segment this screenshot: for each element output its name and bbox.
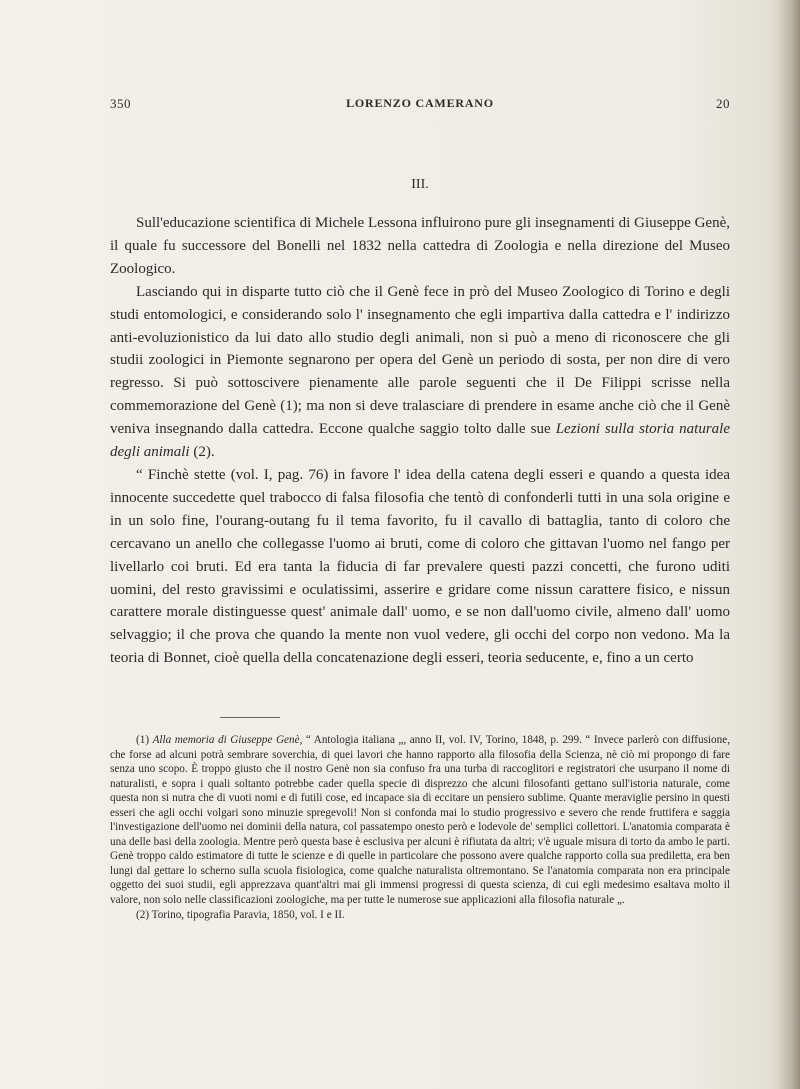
footnote-number: (1) [136, 734, 153, 746]
footnote: (2) Torino, tipografia Paravia, 1850, vol. I e II. [136, 908, 345, 921]
body-text [110, 212, 730, 670]
book-title: Lezioni sulla storia naturale degli animali [110, 421, 730, 461]
paragraph [110, 281, 730, 464]
signature-mark: 20 [716, 96, 730, 111]
footnote-ref: (2). [189, 444, 215, 461]
paragraph: “ Finchè stette (vol. I, pag. 76) in favore l' idea della catena degli esseri e quando a questa idea innocente succedette quel trabocco di falsa filosofia che tentò di confonderli tutti in una sola origine e in un solo fine, l'ourang-outang fu il tema favorito, fu il cavallo di battaglia, tanto di coloro che cercavano un anello che collegasse l'uomo ai bruti, come di coloro che gittavan l'uomo nel fango per livellarlo coi bruti. Ed era tanta la fiducia di far prevalere questi pazzi concetti, che furono uditi uomini, del resto gravissimi e oculatissimi, asserire e gridare come nissun carattere fisico, e nissun carattere morale distinguesse quest' animale dall' uomo, e se non dall'uomo civile, almeno dall' uomo selvaggio; il che prova che quando la mente non vuol vedere, gli occhi del corpo non vedono. Ma la teoria di Bonnet, cioè quella della concatenazione degli esseri, teoria seducente, e, fino a un certo [110, 466, 730, 667]
paragraph: Sull'educazione scientifica di Michele Lessona influirono pure gli insegnamenti di Giuseppe Genè, il quale fu successore del Bonelli nel 1832 nella cattedra di Zoologia e nella direzione del Museo Zoologico. [110, 215, 730, 277]
page-edge-shadow [778, 0, 800, 1089]
section-number: III. [411, 177, 429, 192]
footnote-title: Alla memoria di Giuseppe Genè, [152, 734, 303, 746]
footnote-rule [220, 717, 280, 718]
paragraph-text: Lasciando qui in disparte tutto ciò che il Genè fece in prò del Museo Zoologico di Torino e degli studi entomologici, e considerando solo l' insegnamento che egli impartiva dalla cattedra e l' indirizzo anti-evoluzionistico da lui dato allo studio degli animali, non si può a meno di riconoscere che gli studii zoologici in Piemonte segnarono per opera del Genè un periodo di sosta, per non dire di vero regresso. Si può sottoscivere pienamente alle parole seguenti che il De Filippi scrisse nella commemorazione del Genè (1); ma non si deve tralasciare di prendere in esame anche ciò che il Genè veniva insegnando dalla cattedra. Eccone qualche saggio tolto dalle sue [110, 283, 730, 438]
running-title: LORENZO CAMERANO [346, 96, 494, 110]
footnotes [110, 733, 730, 922]
page-number: 350 [110, 96, 131, 111]
footnote-text: “ Antologia italiana „, anno II, vol. IV, Torino, 1848, p. 299. “ Invece parlerò con diffusione, che forse ad alcuni potrà sembrare soverchia, di quei lavori che hanno rapporto alla filosofia della Scienza, nè ciò mi propongo di fare senza uno scopo. È troppo giusto che il nostro Genè non sia confuso fra una turba di raccoglitori e registratori che usurpano il nome di naturalisti, e sopra i quali soltanto potrebbe cader quella specie di disprezzo che alcuni filosofanti gettano sull'istoria naturale, come questa non si nutra che di vuoti nomi e di futili cose, ed incapace sia di eccitare un pensiero sublime. Quante meraviglie persino in questi esseri che agli occhi volgari sono minuzie spregevoli! Non si confonda mai lo studio progressivo e severo che rende fruttifera e saggia l'investigazione dell'uomo nei dominii della natura, col passatempo onesto però e lodevole de' semplici collettori. L'anatomia comparata è una delle basi della zoologia. Mentre però questa base è esclusiva per alcuni è rifiutata da altri; v'è uguale misura di torto da ambo le parti. Genè troppo caldo estimatore di tutte le scienze e di quelle in particolare che possono avere qualche rapporto colla sua prediletta, era ben lungi dal gettare lo scherno sulla scuola fisiologica, come qualche naturalista oltremontano. Se l'anatomia comparata non era principale oggetto dei suoi studii, egli apprezzava quant'altri mai gli immensi progressi di questa scienza, di cui egli medesimo esaltava molto il valore, non solo nelle classificazioni zoologiche, ma per tutte le numerose sue applicazioni alla filosofia naturale „. [110, 734, 730, 907]
footnote [110, 733, 730, 908]
running-header [110, 96, 730, 116]
